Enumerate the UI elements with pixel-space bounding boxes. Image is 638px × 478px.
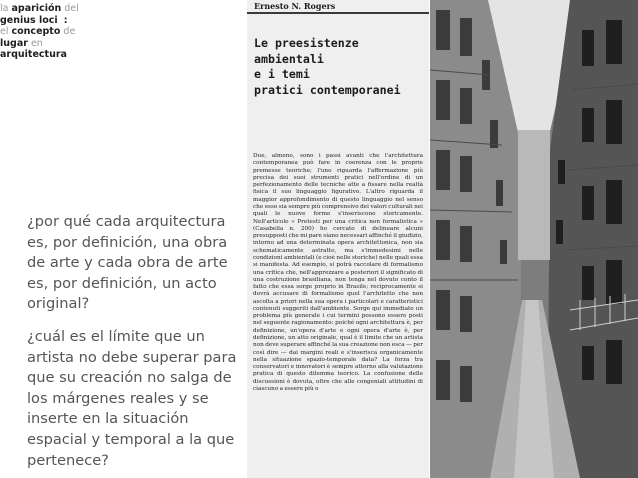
- article-title-line: pratici contemporanei: [254, 82, 401, 97]
- topic-header-line-4: lugar en: [0, 37, 43, 49]
- topic-header-line-1: la aparición del: [0, 3, 79, 14]
- article-body: Due, almeno, sono i passi avanti che l'architettura contemporanea può fare in coerenza con le proprie premesse teoriche; l'uno riguarda l'affermazione più precisa dei suoi strumenti pratici nell'ordine di un perfezionamento delle tecniche atte a fissare nella realtà fisica il suo linguaggio figurativo. L'altro riguarda il maggior approfondimento di questo linguaggio nel senso che esso sia sempre più comprensivo dei valori culturali nei quali le nuove forme s'inseriscono storicamente. Nell'articolo « Pretesti per una critica non formalistica » (Casabella n. 200) ho cercato di delineare alcuni presupposti che mi pare siano necessari affinché il giudizio, intorno ad una determinata opera architettonica, non sia schematicamente astratto, ma s'immedesimi nelle condizioni ambientali (e cioè nelle storiche) nelle quali essa si manifesta. Ad esempio, si potrà raccolare di formalismo una critica che, nell'apprezzare a posteriori il significato di una costruzione brasiliana, non tenga nel dovuto conto il fatto che essa sorge proprio in Brasile; reciprocamente si dovrà accusare di formalismo quel l'architetto che non ascolta a priori nella sua opera i particolari e caratteristici contenuti suggeriti dall'ambiente. Sorge qui immediato un problema più generale i cui termini possono essere posti nel seguente ragionamento: poiché ogni architettura è, per definizione, un'opera d'arte e ogni opera d'arte è, per definizione, un atto originale, qual è il limite che un artista non deve superare affinché la sua creazione non esca — per così dire — dai margini reali e s'inserisca organicamente nella situazione spazio-temporale data? La forza tra conservatori e innovatori è sempre attorno alla valutazione pratica di questo dilemma teorico. La confusione delle discussioni è dovuta, oltre che alle congeniali attitudini di ciascuno a essere più o: [253, 153, 423, 392]
- question-1: ¿por qué cada arquitectura es, por definición, una obra de arte y cada obra de arte es, por definición, un acto original?: [27, 213, 228, 313]
- article-title-line: Le preesistenze: [254, 36, 359, 50]
- question-block: [27, 212, 239, 471]
- article-title-line: ambientali: [254, 51, 324, 66]
- street-photo: [430, 0, 638, 478]
- article-title: [254, 36, 426, 98]
- topic-header: [0, 3, 110, 61]
- article-author: Ernesto N. Rogers: [254, 1, 336, 11]
- article-title-line: e i temi: [254, 67, 310, 82]
- article-rule: [247, 12, 429, 14]
- street-photo-illustration: [430, 0, 638, 478]
- topic-header-line-3: el concepto de: [0, 26, 76, 37]
- question-2: ¿cuál es el límite que un artista no debe superar para que su creación no salga de los márgenes reales y se inserte en la situación espacial y temporal a la que pertenece?: [27, 327, 237, 469]
- topic-header-line-5: arquitectura: [0, 49, 67, 60]
- scanned-article: [247, 0, 429, 478]
- topic-header-line-2: genius loci :: [0, 14, 68, 26]
